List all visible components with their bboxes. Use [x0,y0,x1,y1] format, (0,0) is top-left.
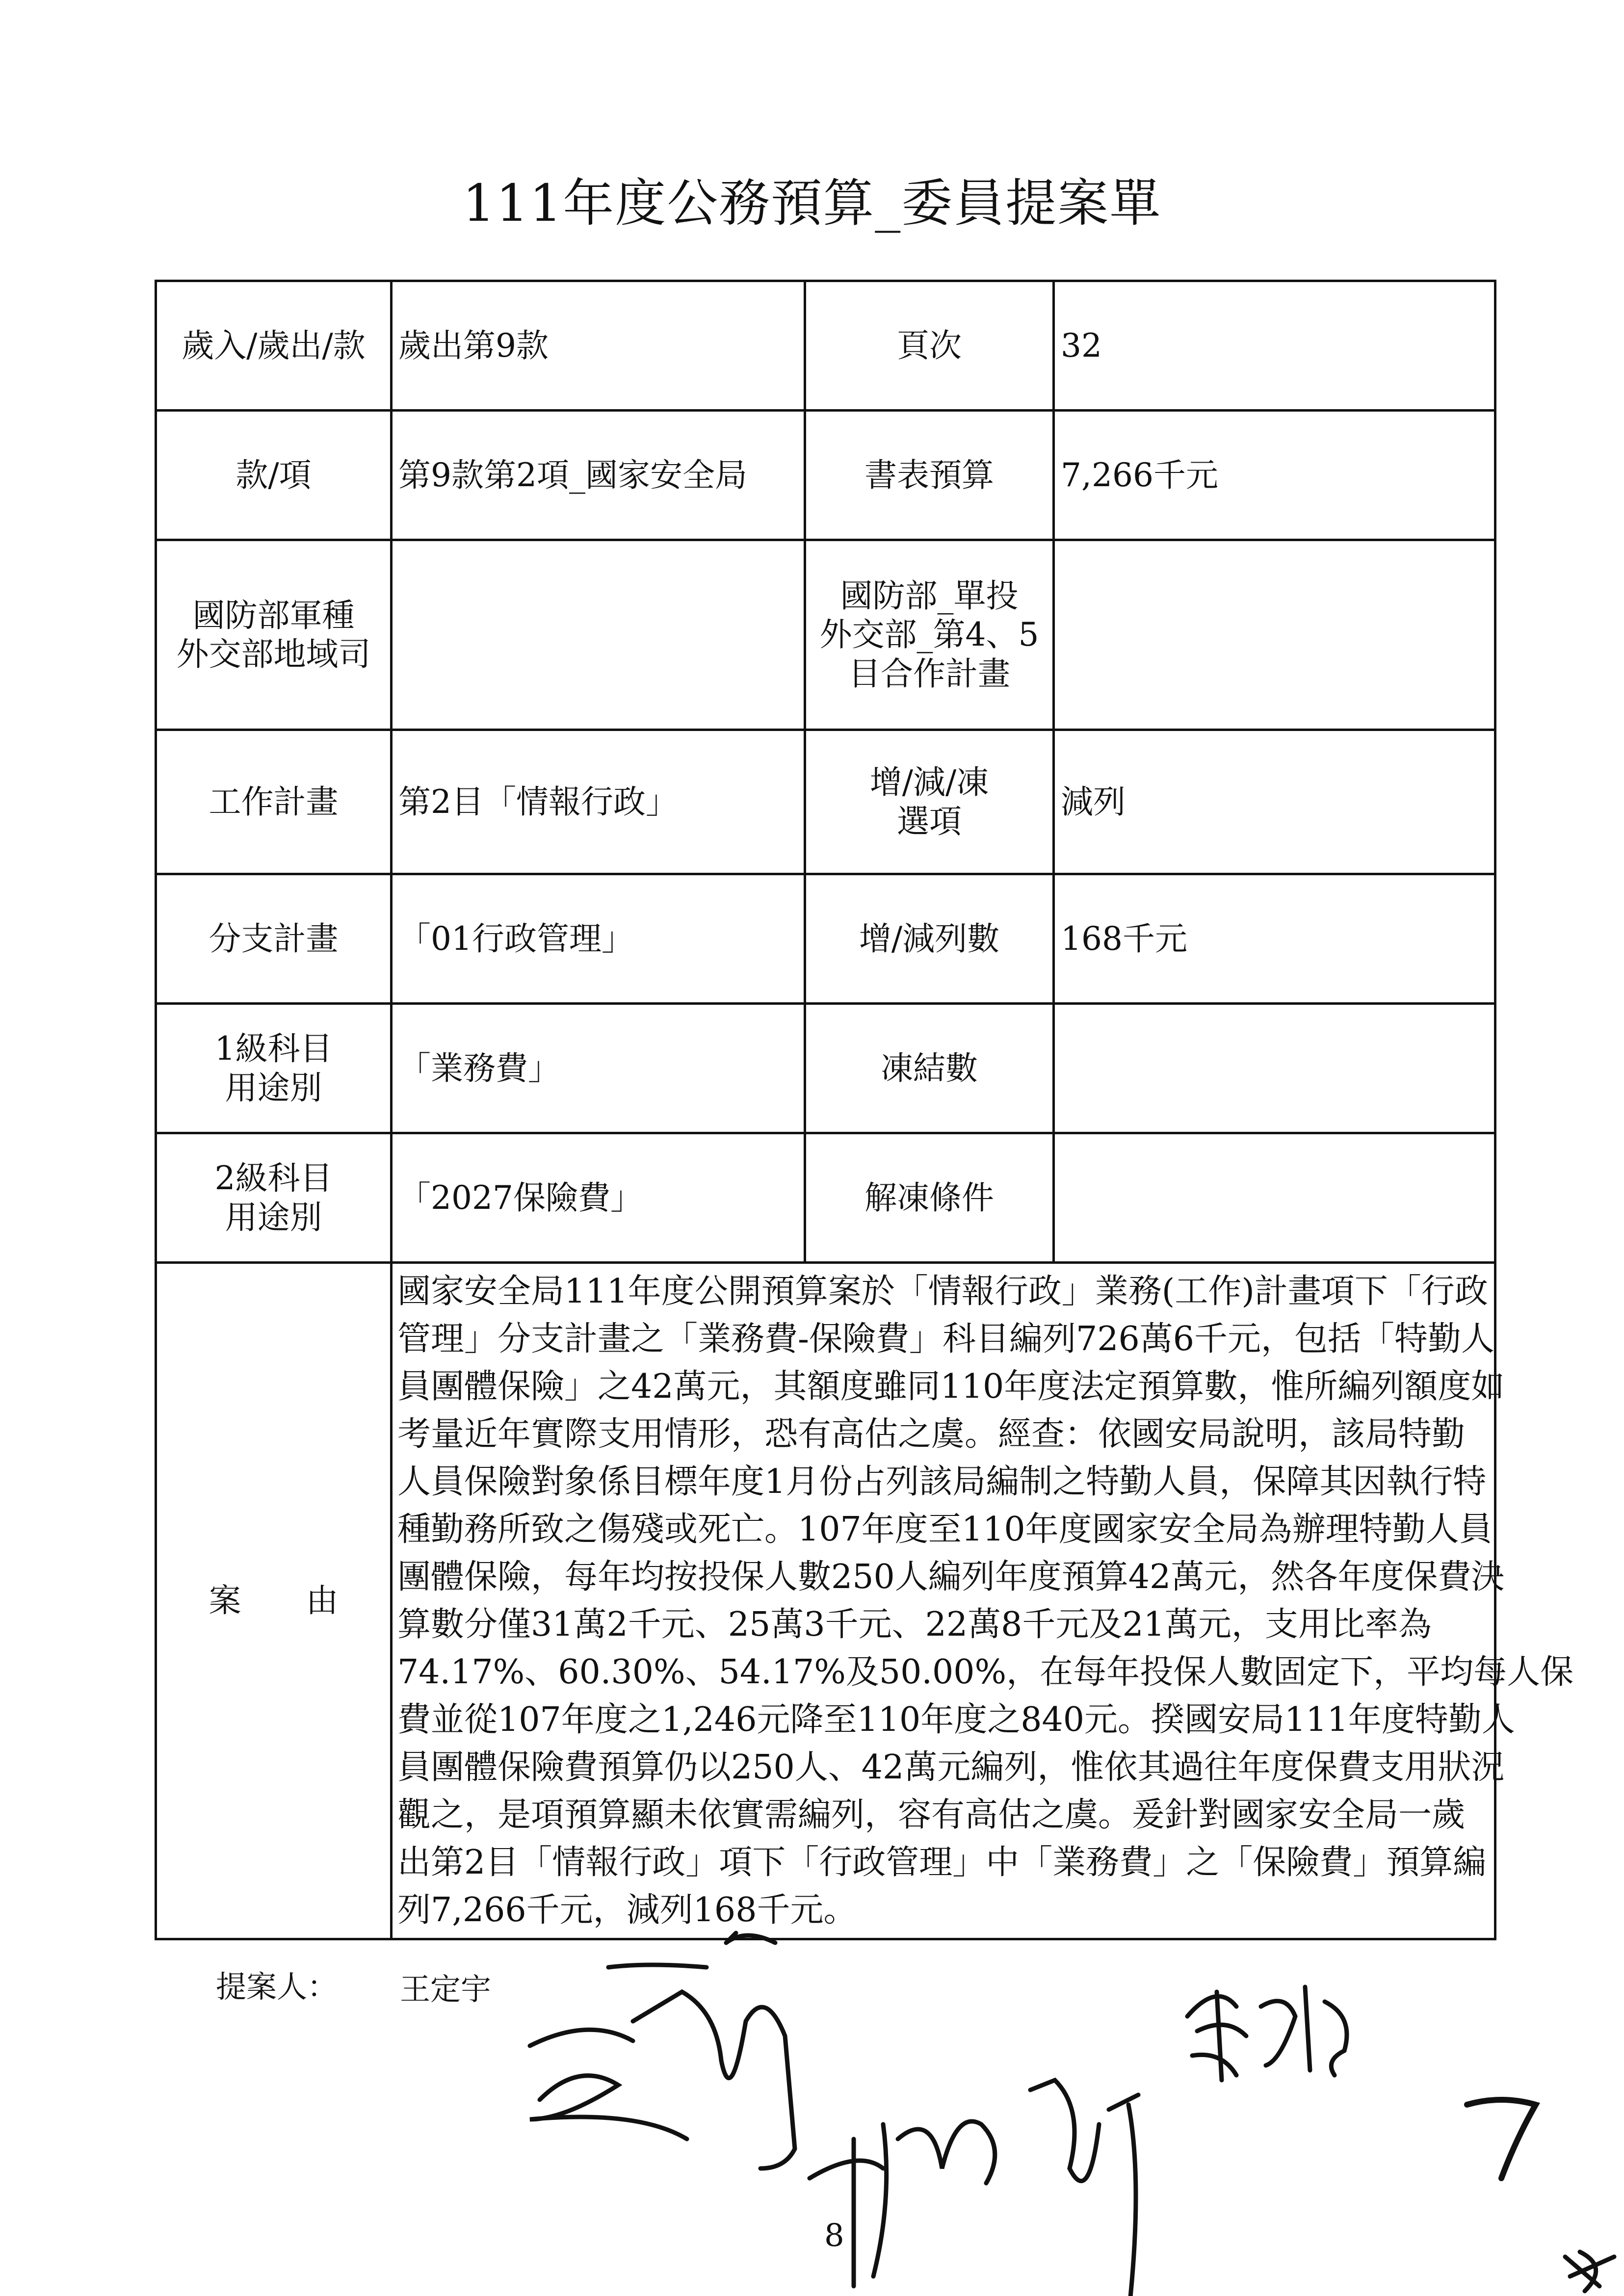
proposer-label: 提案人： [216,1969,338,2005]
field-label: 工作計畫 [156,730,392,874]
field-label-line: 外交部_第4、5 [819,616,1039,654]
field-label: 款/項 [156,411,392,540]
reason-line: 考量近年實際支用情形，恐有高估之虞。經查：依國安局說明，該局特勤 [397,1415,1466,1454]
field-value: 第2目「情報行政」 [392,730,805,874]
arrow-mark [726,1933,775,1943]
reason-line: 管理」分支計畫之「業務費-保險費」科目編列726萬6千元，包括「特勤人 [397,1320,1495,1358]
field-value: 歲出第9款 [392,281,805,411]
proposer-name: 王定宇 [400,1971,492,2007]
field-value: 「2027保險費」 [392,1133,805,1263]
field-label-line: 1級科目 [214,1030,333,1068]
field-label-line: 選項 [897,802,962,840]
reason-line: 團體保險，每年均按投保人數250人編列年度預算42萬元，然各年度保費決 [397,1558,1505,1596]
reason-line: 出第2目「情報行政」項下「行政管理」中「業務費」之「保險費」預算編 [397,1843,1487,1882]
reason-line: 觀之，是項預算顯未依實需編列，容有高估之虞。爰針對國家安全局一歲 [397,1796,1466,1834]
field-value: 減列 [1054,730,1495,874]
field-label: 增/減列數 [805,874,1054,1004]
corner-mark [1565,2252,1614,2291]
signature-1 [530,1965,795,2168]
signature-2 [810,2080,1138,2296]
field-value: 第9款第2項_國家安全局 [392,411,805,540]
reason-line: 列7,266千元，減列168千元。 [397,1891,857,1930]
field-value: 「業務費」 [392,1004,805,1133]
field-label-line: 用途別 [225,1069,322,1107]
reason-line: 國家安全局111年度公開預算案於「情報行政」業務(工作)計畫項下「行政 [397,1272,1488,1311]
field-value: 32 [1054,281,1495,411]
field-label: 分支計畫 [156,874,392,1004]
reason-line: 員團體保險」之42萬元，其額度雖同110年度法定預算數，惟所編列額度如 [397,1367,1505,1406]
field-value: 168千元 [1054,874,1495,1004]
page-title: 111年度公務預算_委員提案單 [462,173,1162,233]
reason-line: 員團體保險費預算仍以250人、42萬元編列，惟依其過往年度保費支用狀況 [397,1748,1505,1787]
field-label-line: 增/減/凍 [869,763,989,802]
field-label: 歲入/歲出/款 [156,281,392,411]
field-label: 頁次 [805,281,1054,411]
field-label-line: 外交部地域司 [176,635,371,673]
reason-line: 74.17%、60.30%、54.17%及50.00%，在每年投保人數固定下，平均每人保 [397,1653,1574,1692]
field-label: 凍結數 [805,1004,1054,1133]
page-number: 8 [824,2218,844,2254]
reason-line: 種勤務所致之傷殘或死亡。107年度至110年度國家安全局為辦理特勤人員 [397,1510,1493,1549]
field-label-line: 國防部軍種 [192,596,355,634]
field-label-line: 國防部_單投 [840,577,1019,615]
field-value: 7,266千元 [1054,411,1495,540]
reason-line: 人員保險對象係目標年度1月份占列該局編制之特勤人員，保障其因執行特 [397,1462,1487,1501]
reason-label: 案 由 [156,1263,392,1939]
field-label-line: 用途別 [225,1198,322,1236]
field-label: 解凍條件 [805,1133,1054,1263]
field-label: 書表預算 [805,411,1054,540]
field-value: 「01行政管理」 [392,874,805,1004]
handwritten-7 [1467,2100,1536,2178]
field-label-line: 2級科目 [214,1159,333,1198]
reason-line: 費並從107年度之1,246元降至110年度之840元。揆國安局111年度特勤人 [397,1700,1515,1739]
field-label-line: 目合作計畫 [848,654,1010,693]
signature-3 [1187,1987,1347,2080]
reason-line: 算數分僅31萬2千元、25萬3千元、22萬8千元及21萬元，支用比率為 [397,1605,1432,1644]
